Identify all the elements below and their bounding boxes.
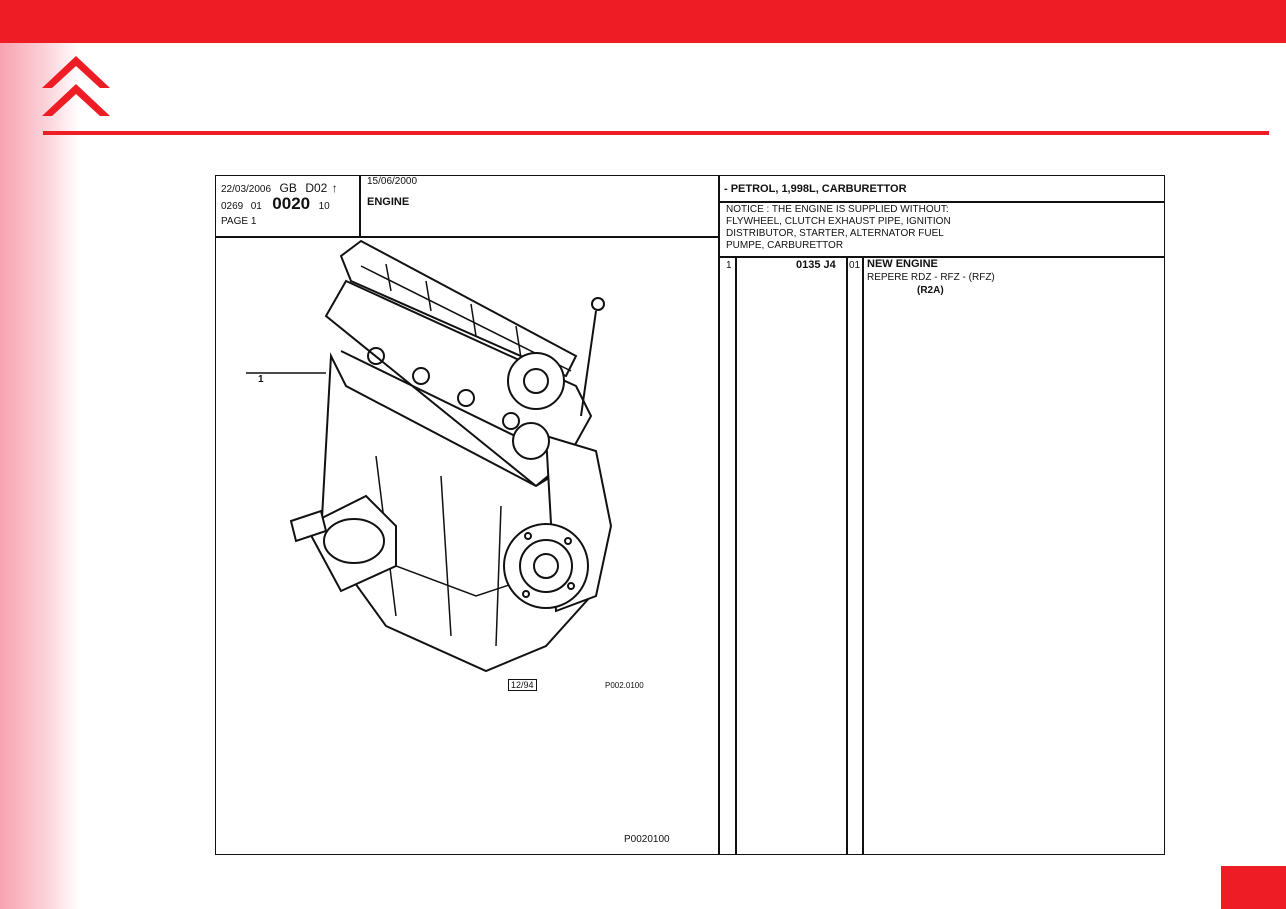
divider xyxy=(862,256,864,854)
part-name: NEW ENGINE xyxy=(867,258,938,270)
part-detail: REPERE RDZ - RFZ - (RFZ) xyxy=(867,272,995,283)
sheet-title: ENGINE xyxy=(367,196,410,208)
sheet-code: D02 xyxy=(305,181,328,195)
sheet-date: 22/03/2006 xyxy=(221,184,272,195)
parts-sheet xyxy=(215,175,1165,855)
divider xyxy=(359,176,361,236)
ref-main: 0020 xyxy=(272,194,311,213)
page-label: PAGE xyxy=(221,216,249,227)
divider xyxy=(718,256,1164,258)
notice-line: DISTRIBUTOR, STARTER, ALTERNATOR FUEL xyxy=(726,228,944,239)
left-gradient-strip xyxy=(0,43,80,909)
notice-block xyxy=(726,204,951,252)
engine-drawing xyxy=(246,236,626,686)
header-rule xyxy=(43,131,1269,135)
notice-line: NOTICE : THE ENGINE IS SUPPLIED WITHOUT: xyxy=(726,204,949,215)
ref-suffix: 10 xyxy=(318,201,330,212)
ref-prefix: 0269 xyxy=(221,201,244,212)
divider xyxy=(718,201,1164,203)
part-item: 1 xyxy=(726,260,732,271)
divider xyxy=(735,256,737,854)
divider xyxy=(846,256,848,854)
figure-code-small: P002.0100 xyxy=(605,681,644,690)
top-banner xyxy=(0,0,1286,43)
notice-line: FLYWHEEL, CLUTCH EXHAUST PIPE, IGNITION xyxy=(726,216,951,227)
figure-code: P0020100 xyxy=(624,834,670,845)
citroen-chevron-logo-icon xyxy=(40,54,112,124)
divider xyxy=(718,176,720,854)
up-arrow-icon: ↑ xyxy=(331,181,338,195)
part-qty: 01 xyxy=(849,260,861,271)
part-ref: 0135 J4 xyxy=(796,259,836,271)
ref-mid: 01 xyxy=(250,201,262,212)
sheet-lang: GB xyxy=(279,181,297,195)
revision-stamp: 12/94 xyxy=(508,679,537,691)
notice-line: PUMPE, CARBURETTOR xyxy=(726,240,844,251)
revision-date: 15/06/2000 xyxy=(367,176,418,187)
callout-number: 1 xyxy=(258,374,264,385)
page-number: 1 xyxy=(250,216,257,227)
corner-block xyxy=(1221,866,1286,909)
part-detail-2: (R2A) xyxy=(917,285,944,296)
spec-line: - PETROL, 1,998L, CARBURETTOR xyxy=(724,183,907,195)
